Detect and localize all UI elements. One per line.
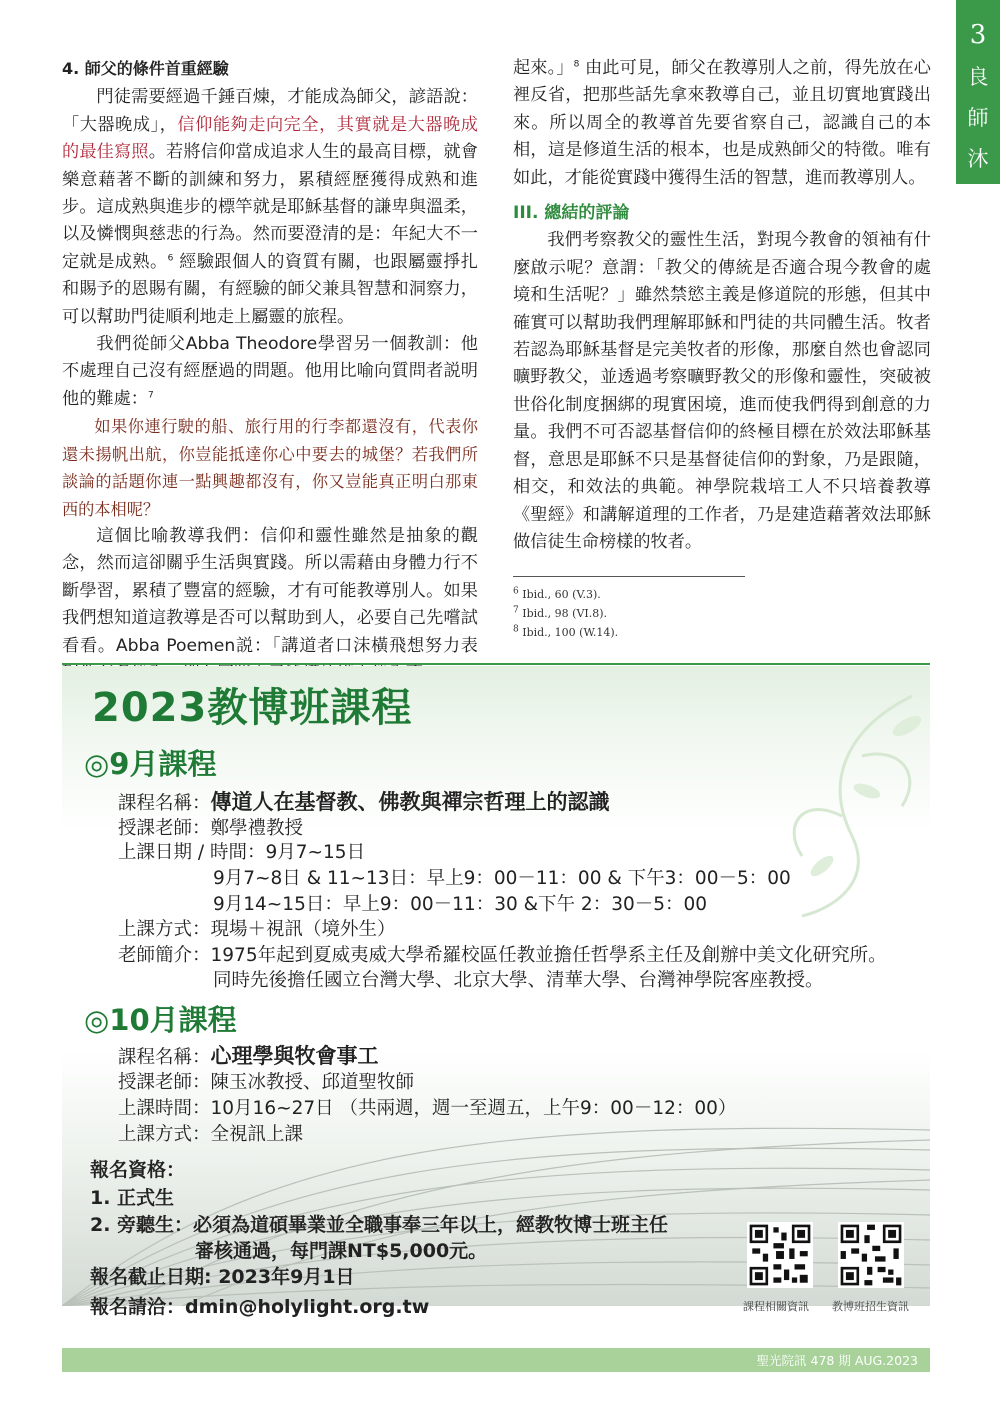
- section-char: 良: [967, 65, 989, 89]
- footnote-text: Ibid., 100 (W.14).: [522, 626, 619, 640]
- qr-caption: 課程相關資訊: [743, 1300, 809, 1313]
- teacher-name: 陳玉冰教授、邱道聖牧師: [210, 1072, 415, 1093]
- mode-row: [118, 1120, 303, 1146]
- section-char: 語: [967, 188, 989, 212]
- page-footer: [62, 1348, 930, 1372]
- emphasis-text: 信仰能夠走向完全，其實就是大器晚成的最佳寫照: [62, 114, 478, 163]
- footnote-ref: 7: [147, 390, 154, 401]
- field-label: 授課老師：: [118, 818, 211, 839]
- article-right-column: [513, 55, 931, 642]
- schedule-line: 9月14~15日：早上9：00－11：30 &下午 2：30－5：00: [213, 894, 708, 915]
- course-time: 10月16~27日 （共兩週，週一至週五，上午9：00－12：00）: [210, 1098, 737, 1119]
- floral-ornament: [662, 666, 1000, 946]
- bio-row: [118, 941, 887, 967]
- course-name: 傳道人在基督教、佛教與禪宗哲理上的認識: [210, 790, 610, 814]
- field-label: 上課日期 / 時間：: [118, 842, 266, 863]
- course-name-row: [118, 1040, 379, 1070]
- section-tab: [956, 0, 1000, 212]
- teacher-row: [118, 814, 303, 840]
- section-heading: 4. 師父的條件首重經驗: [62, 59, 229, 78]
- section-char: 沐: [967, 147, 989, 171]
- footnote-ref: 6: [167, 253, 174, 264]
- section-divider: [62, 663, 930, 665]
- text-run: 由此可見，師父在教導別人之前，得先放在心裡反省，把那些話先拿來教導自己，並且切實地實踐出來。所以周全的教導首先要省察自己，認識自己的本相，這是修道生活的根本，也是成熟師父的特徵。唯有如此，才能從實踐中獲得生活的智慧，進而教導別人。: [513, 58, 931, 188]
- course-mode: 現場＋視訊（境外生）: [210, 919, 396, 940]
- footnote-number: 6: [513, 586, 519, 597]
- registration-item: 2. 旁聽生：必須為道碩畢業並全職事奉三年以上，經教牧博士班主任: [90, 1214, 669, 1236]
- text-run: 我們從師父Abba Theodore學習另一個教訓：他不處理自己沒有經歷過的問題。他用比喻向質問者説明他的難處：: [62, 334, 478, 409]
- paragraph: 我們考察教父的靈性生活，對現今教會的領袖有什麼啟示呢？意謂：「教父的傳統是否適合現今教會的處境和生活呢？」雖然禁慾主義是修道院的形態，但其中確實可以幫助我們理解耶穌和門徒的共同體生活。牧者若認為耶穌基督是完美牧者的形像，那麼自然也會認同曠野教父，並透過考察曠野教父的形像和靈性，突破被世俗化制度捆綁的現實困境，進而使我們得到創意的力量。我們不可否認基督信仰的終極目標在於效法耶穌基督，意思是耶穌不只是基督徒信仰的對象，乃是跟隨，相交，和效法的典範。神學院栽培工人不只培養教導《聖經》和講解道理的工作者，乃是建造藉著效法耶穌做信徒生命榜樣的牧者。: [513, 230, 931, 552]
- footnote: [513, 585, 931, 604]
- schedule-line: 9月7~8日 & 11~13日：早上9：00－11：00 & 下午3：00－5：00: [213, 868, 791, 889]
- qr-code-icon[interactable]: [747, 1222, 813, 1288]
- registration-deadline: 報名截止日期: 2023年9月1日: [90, 1266, 355, 1288]
- block-quote: 如果你連行駛的船、旅行用的行李都還沒有，代表你還未揚帆出航，你豈能抵達你心中要去的城堡？若我們所談論的話題你連一點興趣都沒有，你又豈能真正明白那東西的本相呢？: [62, 417, 478, 519]
- field-label: 上課時間：: [118, 1098, 211, 1119]
- text-run: 。若將信仰當成追求人生的最高目標，就會樂意藉著不斷的訓練和努力，累積經歷獲得成熟和進步。這成熟與進步的標竿就是耶穌基督的謙卑與溫柔，以及憐憫與慈悲的行為。然而要澄清的是：年紀大不一定就是成熟。: [62, 142, 478, 272]
- text-run: 門徒需要經過千錘百煉，才能成為師父，諺語說：「大器晚成」，: [62, 87, 478, 135]
- course-name-row: [118, 786, 610, 816]
- course-name: 心理學與牧會事工: [210, 1044, 379, 1068]
- teacher-name: 鄭學禮教授: [210, 818, 304, 839]
- footnote-divider: [513, 576, 745, 577]
- course-title: 2023教博班課程: [92, 685, 413, 731]
- time-row: [118, 1094, 736, 1120]
- field-label: 授課老師：: [118, 1072, 211, 1093]
- registration-contact[interactable]: 報名請洽：dmin@holylight.org.tw: [90, 1296, 430, 1318]
- paragraph: [513, 55, 931, 192]
- paragraph: 這個比喻教導我們：信仰和靈性雖然是抽象的觀念，然而這卻關乎生活與實踐。所以需藉由身體力行不斷學習，累積了豐富的經驗，才有可能教導別人。如果我們想知道這教導是否可以幫助到人，必要自己先嚐試看看。Abba Poemen説：「講道者口沫橫飛想努力表: [62, 525, 478, 656]
- field-label: 老師簡介：: [118, 945, 211, 966]
- teacher-bio-cont: 同時先後擔任國立台灣大學、北京大學、清華大學、台灣神學院客座教授。: [213, 970, 824, 991]
- text-run: 起來。」: [513, 58, 574, 78]
- date-row: [118, 838, 365, 864]
- teacher-row: [118, 1068, 414, 1094]
- field-label: 上課方式：: [118, 919, 211, 940]
- article-left-column: [62, 55, 478, 687]
- paragraph: [62, 331, 478, 413]
- footnote-number: 7: [513, 605, 519, 616]
- qr-caption: 教博班招生資訊: [832, 1300, 909, 1313]
- september-heading: ◎9月課程: [84, 747, 217, 781]
- qr-code-icon[interactable]: [838, 1222, 904, 1288]
- footnote-ref: 8: [573, 59, 580, 70]
- footnote: [513, 623, 931, 642]
- registration-item: 1. 正式生: [90, 1187, 175, 1209]
- paragraph: [62, 84, 478, 331]
- field-label: 課程名稱：: [118, 793, 211, 814]
- mode-row: [118, 915, 396, 941]
- section-heading: III. 總結的評論: [513, 203, 630, 224]
- course-mode: 全視訊上課: [210, 1124, 304, 1145]
- teacher-bio: 1975年起到夏威夷威大學希羅校區任教並擔任哲學系主任及創辦中美文化研究所。: [210, 945, 887, 966]
- course-date: 9月7~15日: [265, 842, 366, 863]
- footnote-text: Ibid., 60 (V.3).: [522, 588, 601, 602]
- footnote: [513, 604, 931, 623]
- footnote-number: 8: [513, 624, 519, 635]
- page-number: 3: [969, 20, 987, 50]
- text-run: 經驗跟個人的資質有關，也跟屬靈掙扎和賜予的恩賜有關，有經驗的師父兼具智慧和洞察力，可以幫助門徒順利地走上屬靈的旅程。: [62, 251, 478, 327]
- field-label: 上課方式：: [118, 1124, 211, 1145]
- section-char: 師: [967, 106, 989, 130]
- registration-item-cont: 審核通過，每門課NT$5,000元。: [195, 1240, 488, 1262]
- footer-issue-text: 聖光院訊 478 期 AUG.2023: [756, 1353, 918, 1368]
- registration-title: 報名資格：: [90, 1159, 186, 1181]
- field-label: 課程名稱：: [118, 1047, 211, 1068]
- footnote-text: Ibid., 98 (VI.8).: [522, 607, 608, 621]
- october-heading: ◎10月課程: [84, 1003, 237, 1037]
